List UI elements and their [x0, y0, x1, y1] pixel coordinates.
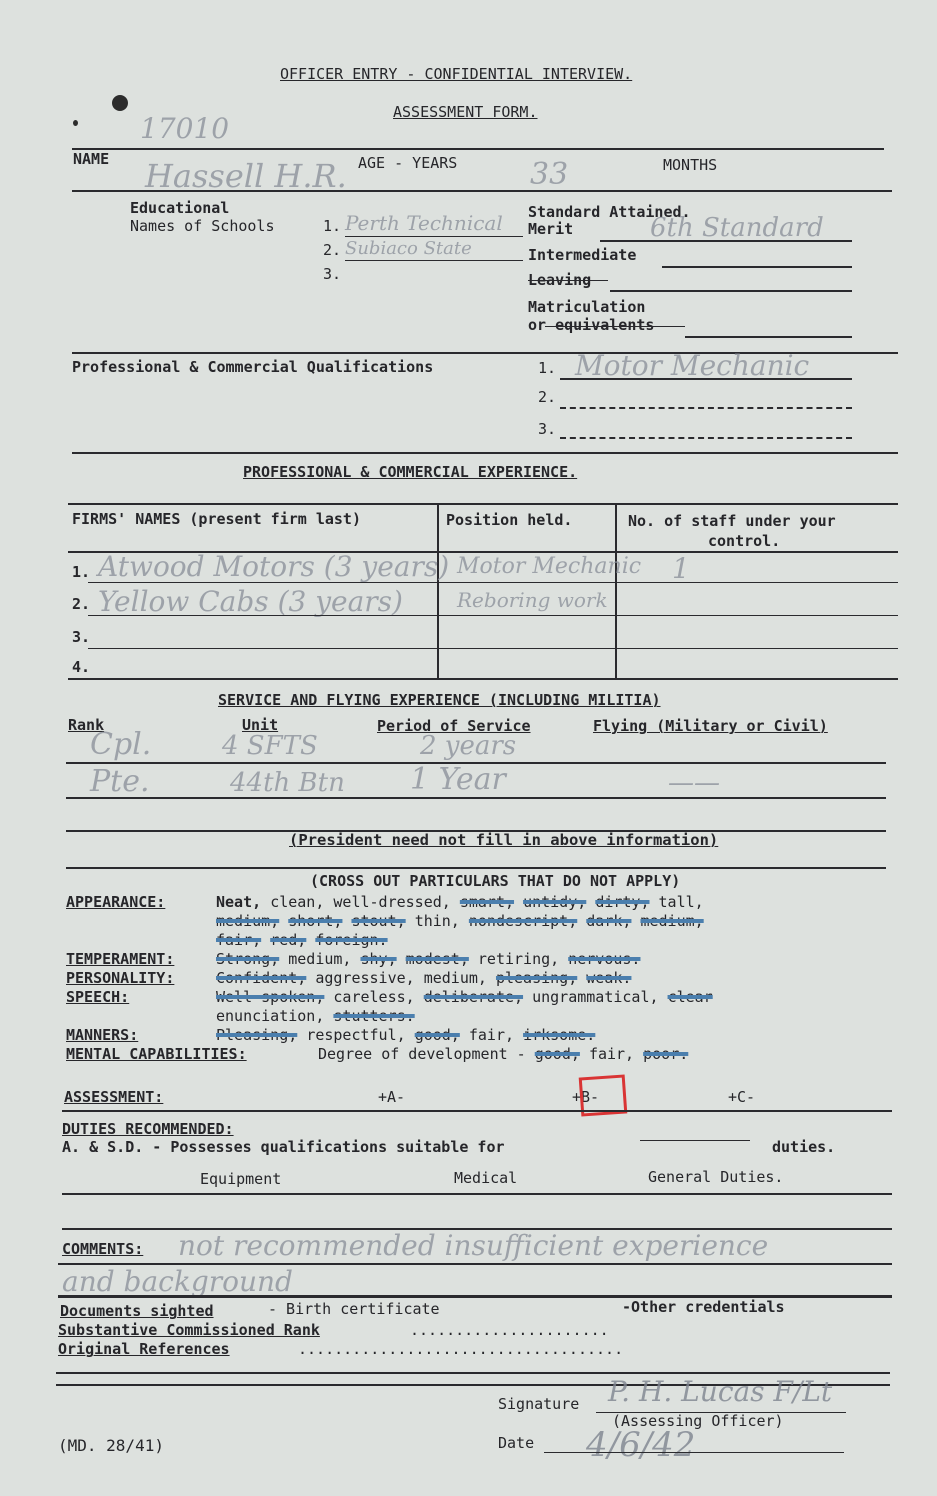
form-subtitle: ASSESSMENT FORM. [393, 103, 538, 121]
staff-count: 1 [672, 552, 690, 585]
rule [68, 678, 898, 680]
qualification-number: 3. [538, 420, 557, 438]
rule [72, 452, 898, 454]
speech-stutters: stutters. [333, 1007, 415, 1025]
assessment-label: ASSESSMENT: [64, 1088, 164, 1106]
rank-value: Pte. [90, 764, 150, 799]
rule [345, 236, 523, 237]
name-label: NAME [73, 150, 110, 168]
experience-heading: PROFESSIONAL & COMMERCIAL EXPERIENCE. [243, 463, 578, 481]
speech-well-spoken: Well-spoken, [216, 988, 325, 1006]
position: Motor Mechanic [457, 554, 642, 579]
appearance-smart: smart, [459, 893, 515, 911]
rule [88, 582, 898, 583]
speech-deliberate: deliberate, [423, 988, 524, 1006]
appearance-medium-2: medium, [640, 912, 704, 930]
rule [72, 190, 892, 192]
speech-ungrammatical: ungrammatical, [532, 988, 659, 1006]
personality-aggressive: aggressive, [315, 969, 415, 987]
qualification-value: Motor Mechanic [575, 349, 810, 382]
qualification-number: 2. [538, 388, 557, 406]
rule [600, 240, 852, 242]
firm-name: Yellow Cabs (3 years) [98, 585, 403, 618]
cross-out-instruction: (CROSS OUT PARTICULARS THAT DO NOT APPLY) [310, 872, 681, 890]
references-dots: .................................... [298, 1340, 624, 1358]
appearance-well-dressed: well-dressed, [333, 893, 451, 911]
rule [662, 266, 852, 268]
duties-suffix: duties. [772, 1138, 836, 1156]
col-unit: Unit [242, 716, 279, 734]
signature-label: Signature [498, 1395, 580, 1413]
unit-value: 44th Btn [230, 768, 345, 798]
standard-label: Standard Attained. [528, 203, 691, 221]
grade-c: +C- [728, 1088, 756, 1106]
col-staff-2: control. [708, 532, 781, 550]
speech-clear: clear [667, 988, 713, 1006]
months-label: MONTHS [663, 156, 718, 174]
form-title: OFFICER ENTRY - CONFIDENTIAL INTERVIEW. [280, 65, 633, 83]
mental-line [318, 1047, 688, 1062]
col-staff: No. of staff under your [628, 512, 836, 530]
assessing-officer-label: (Assessing Officer) [612, 1412, 784, 1430]
rule [560, 437, 852, 439]
merit-label: Merit [528, 220, 574, 238]
col-position: Position held. [446, 511, 573, 529]
temperament-medium: medium, [288, 950, 352, 968]
substantive-rank-label: Substantive Commissioned Rank [58, 1321, 320, 1339]
speech-careless: careless, [333, 988, 415, 1006]
schools-label: Names of Schools [130, 217, 275, 235]
original-references-label: Original References [58, 1340, 230, 1358]
rule [88, 648, 898, 649]
duties-label: DUTIES RECOMMENDED: [62, 1120, 234, 1138]
appearance-fair: fair, [216, 931, 262, 949]
unit-value: 4 SFTS [222, 731, 318, 761]
qualification-number: 1. [538, 359, 557, 377]
matriculation-label: Matriculation [528, 298, 646, 316]
appearance-short: short, [288, 912, 343, 930]
appearance-dirty: dirty, [595, 893, 650, 911]
other-credentials: -Other credentials [622, 1298, 785, 1316]
qualifications-label: Professional & Commercial Qualifications [72, 358, 434, 376]
rule [88, 615, 898, 616]
file-number: 17010 [140, 112, 230, 145]
personality-label: PERSONALITY: [66, 969, 175, 987]
appearance-line2 [216, 914, 704, 929]
education-label: Educational [130, 199, 230, 217]
duties-blank [640, 1140, 750, 1141]
duty-medical: Medical [454, 1169, 518, 1187]
flying-value: —— [668, 768, 720, 798]
firm-name: Atwood Motors (3 years) [98, 550, 450, 583]
rule [560, 378, 852, 380]
temperament-modest: modest, [405, 950, 469, 968]
rule [685, 336, 852, 338]
manners-irksome: irksome. [523, 1026, 596, 1044]
col-divider [615, 505, 617, 680]
col-period: Period of Service [377, 717, 531, 735]
period-value: 1 Year [410, 762, 506, 797]
appearance-thin: thin, [414, 912, 460, 930]
comments-text: not recommended insufficient experience [178, 1229, 769, 1262]
duty-general: General Duties. [648, 1168, 784, 1186]
mental-poor: poor. [643, 1045, 689, 1063]
school-value: Perth Technical [345, 211, 503, 235]
rule [560, 407, 852, 409]
strike [545, 326, 685, 327]
col-rank: Rank [68, 716, 105, 734]
position: Reboring work [457, 588, 608, 612]
merit-value: 6th Standard [650, 213, 824, 243]
name-value: Hassell H.R. [145, 157, 347, 195]
personality-pleasing: pleasing, [495, 969, 578, 987]
rule [62, 1193, 892, 1195]
rule [56, 1372, 890, 1374]
rule [345, 260, 523, 261]
col-firms: FIRMS' NAMES (present firm last) [72, 510, 361, 528]
date-value: 4/6/42 [586, 1425, 696, 1465]
date-label: Date [498, 1434, 535, 1452]
school-number: 1. [323, 217, 342, 235]
service-heading: SERVICE AND FLYING EXPERIENCE (INCLUDING MILITIA) [218, 691, 661, 709]
appearance-line3 [216, 933, 388, 948]
personality-medium: medium, [423, 969, 487, 987]
row-number: 3. [72, 628, 91, 646]
mental-prefix: Degree of development - [318, 1045, 526, 1063]
manners-line [216, 1028, 595, 1043]
school-number: 3. [323, 265, 342, 283]
manners-label: MANNERS: [66, 1026, 139, 1044]
appearance-dark: dark, [586, 912, 632, 930]
appearance-tall: tall, [658, 893, 704, 911]
appearance-untidy: untidy, [523, 893, 587, 911]
rule [68, 503, 898, 505]
equivalents-label: or equivalents [528, 316, 655, 334]
temperament-line [216, 952, 640, 967]
mental-good: good, [534, 1045, 580, 1063]
rule [610, 290, 852, 292]
temperament-retiring: retiring, [477, 950, 560, 968]
speech-enunciation: enunciation, [216, 1007, 325, 1025]
school-value: Subiaco State [345, 238, 472, 259]
rule [58, 1263, 892, 1265]
temperament-nervous: nervous. [568, 950, 641, 968]
form-number: (MD. 28/41) [58, 1436, 164, 1455]
personality-confident: Confident, [216, 969, 307, 987]
grade-b: +B- [572, 1088, 600, 1106]
intermediate-label: Intermediate [528, 246, 637, 264]
personality-line [216, 971, 631, 986]
appearance-label: APPEARANCE: [66, 893, 166, 911]
appearance-foreign: foreign. [315, 931, 388, 949]
col-flying: Flying (Military or Civil) [593, 717, 828, 735]
documents-sighted-label: Documents sighted [60, 1302, 214, 1320]
col-divider [437, 505, 439, 680]
age-label: AGE - YEARS [358, 154, 458, 172]
appearance-neat: Neat, [216, 893, 262, 911]
mental-label: MENTAL CAPABILITIES: [66, 1045, 247, 1063]
speech-line2 [216, 1009, 415, 1024]
punch-hole [73, 120, 78, 126]
mental-fair: fair, [588, 1045, 635, 1063]
rule [66, 867, 886, 869]
date-line [544, 1452, 844, 1453]
appearance-clean: clean, [270, 893, 325, 911]
manners-respectful: respectful, [306, 1026, 406, 1044]
grade-a: +A- [378, 1088, 406, 1106]
signature-value: P. H. Lucas F/Lt [608, 1375, 833, 1408]
manners-fair: fair, [468, 1026, 515, 1044]
temperament-label: TEMPERAMENT: [66, 950, 175, 968]
appearance-red: red, [270, 931, 307, 949]
rank-value: Cpl. [90, 727, 152, 762]
leaving-label: Leaving [528, 271, 592, 289]
punch-hole [112, 95, 128, 111]
period-value: 2 years [420, 731, 517, 761]
strike [528, 280, 608, 281]
substantive-dots: ...................... [410, 1321, 609, 1339]
speech-line1 [216, 990, 713, 1005]
row-number: 4. [72, 658, 91, 676]
temperament-strong: Strong, [216, 950, 280, 968]
appearance-medium: medium, [216, 912, 280, 930]
rule [62, 1110, 892, 1112]
school-number: 2. [323, 241, 342, 259]
comments-label: COMMENTS: [62, 1240, 144, 1258]
temperament-shy: shy, [360, 950, 397, 968]
president-note: (President need not fill in above information) [289, 831, 719, 849]
rule [72, 148, 884, 150]
birth-certificate: - Birth certificate [268, 1300, 440, 1318]
row-number: 1. [72, 563, 91, 581]
manners-good: good, [414, 1026, 460, 1044]
row-number: 2. [72, 595, 91, 613]
duties-line: A. & S.D. - Possesses qualifications suitable for [62, 1138, 505, 1156]
manners-pleasing: Pleasing, [216, 1026, 298, 1044]
age-value: 33 [530, 157, 569, 192]
duty-equipment: Equipment [200, 1170, 282, 1188]
appearance-stout: stout, [351, 912, 406, 930]
appearance-nondescript: nondescript, [468, 912, 578, 930]
personality-weak: weak. [586, 969, 632, 987]
appearance-line1 [216, 895, 704, 910]
comments-text-2: and background [62, 1265, 293, 1298]
rule [66, 797, 886, 799]
speech-label: SPEECH: [66, 988, 130, 1006]
